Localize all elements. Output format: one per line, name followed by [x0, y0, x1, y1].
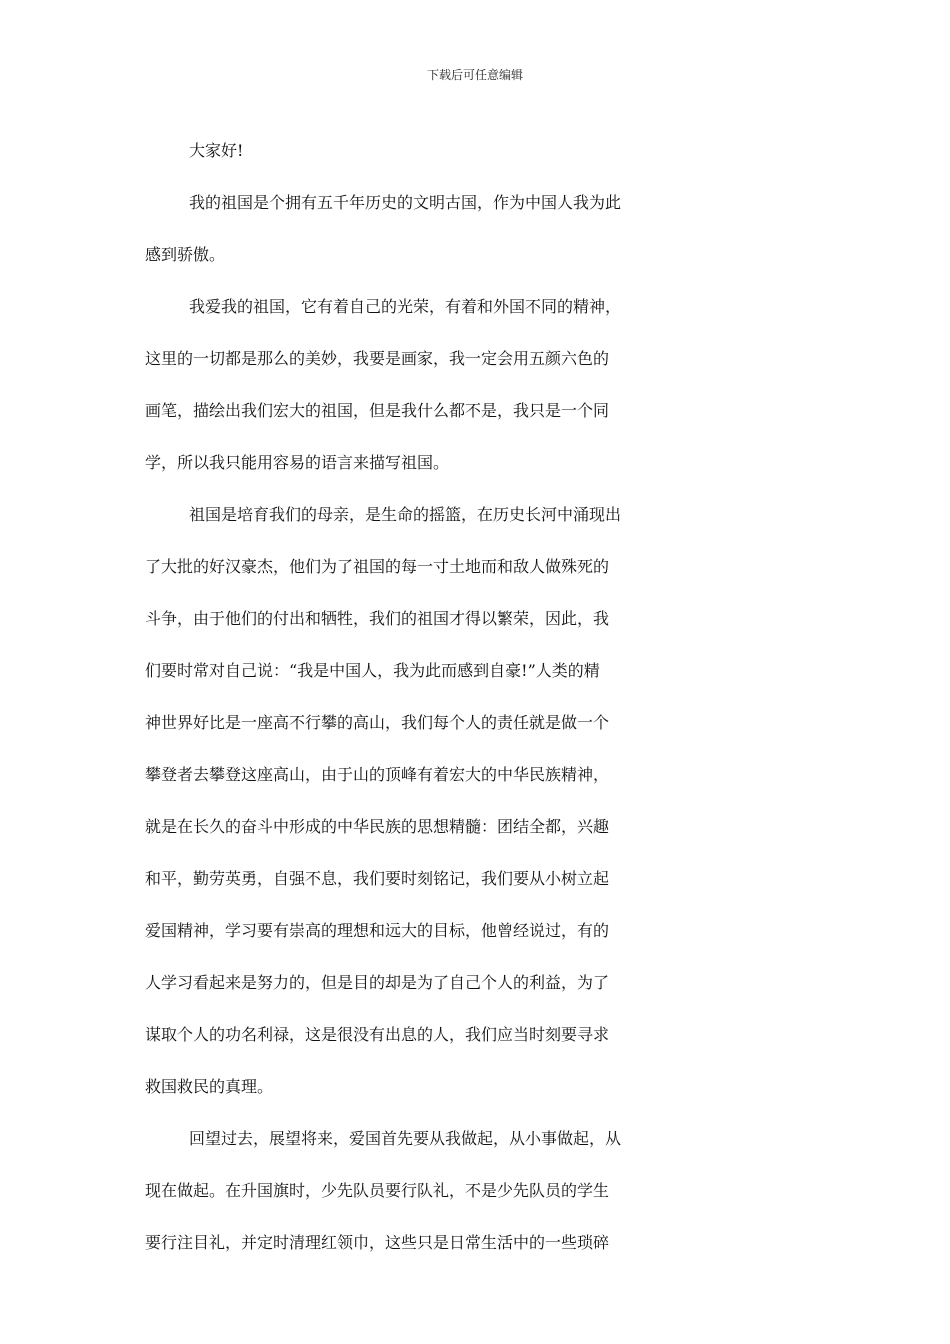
- paragraph-4: [145, 1121, 805, 1261]
- paragraph-line: 要行注目礼，并定时清理红领巾，这些只是日常生活中的一些琐碎: [145, 1233, 610, 1252]
- paragraph-line: 大家好!: [189, 141, 244, 160]
- paragraph-line: 和平，勤劳英勇，自强不息，我们要时刻铭记，我们要从小树立起: [145, 869, 610, 888]
- paragraph-line: 爱国精神，学习要有崇高的理想和远大的目标，他曾经说过，有的: [145, 921, 610, 940]
- paragraph-line: 回望过去，展望将来，爱国首先要从我做起，从小事做起，从: [189, 1129, 622, 1148]
- header-note: 下载后可任意编辑: [426, 68, 523, 82]
- paragraph-line: 们要时常对自己说：“我是中国人，我为此而感到自豪!”人类的精: [145, 661, 600, 680]
- paragraph-line: 现在做起。在升国旗时，少先队员要行队礼，不是少先队员的学生: [145, 1181, 610, 1200]
- paragraph-line: 画笔，描绘出我们宏大的祖国，但是我什么都不是，我只是一个同: [145, 401, 610, 420]
- paragraph-3: [145, 497, 805, 1105]
- paragraph-line: 感到骄傲。: [145, 245, 226, 264]
- paragraph-line: 神世界好比是一座高不行攀的高山，我们每个人的责任就是做一个: [145, 713, 610, 732]
- paragraph-line: 人学习看起来是努力的，但是目的却是为了自己个人的利益，为了: [145, 973, 610, 992]
- paragraph-line: 我的祖国是个拥有五千年历史的文明古国，作为中国人我为此: [189, 193, 622, 212]
- paragraph-line: 这里的一切都是那么的美妙，我要是画家，我一定会用五颜六色的: [145, 349, 610, 368]
- paragraph-line: 攀登者去攀登这座高山，由于山的顶峰有着宏大的中华民族精神，: [145, 765, 610, 784]
- paragraph-line: 了大批的好汉豪杰，他们为了祖国的每一寸土地而和敌人做殊死的: [145, 557, 610, 576]
- paragraph-line: 就是在长久的奋斗中形成的中华民族的思想精髓：团结全都，兴趣: [145, 817, 610, 836]
- paragraph-2: [145, 289, 805, 481]
- document-body: [145, 133, 805, 1277]
- paragraph-line: 祖国是培育我们的母亲，是生命的摇篮，在历史长河中涌现出: [189, 505, 622, 524]
- paragraph-line: 谋取个人的功名利禄，这是很没有出息的人，我们应当时刻要寻求: [145, 1025, 610, 1044]
- paragraph-greeting: [145, 133, 805, 169]
- paragraph-line: 救国救民的真理。: [145, 1077, 274, 1096]
- paragraph-line: 学，所以我只能用容易的语言来描写祖国。: [145, 453, 450, 472]
- paragraph-line: 我爱我的祖国，它有着自己的光荣，有着和外国不同的精神，: [189, 297, 622, 316]
- paragraph-line: 斗争，由于他们的付出和牺牲，我们的祖国才得以繁荣，因此，我: [145, 609, 610, 628]
- paragraph-1: [145, 185, 805, 273]
